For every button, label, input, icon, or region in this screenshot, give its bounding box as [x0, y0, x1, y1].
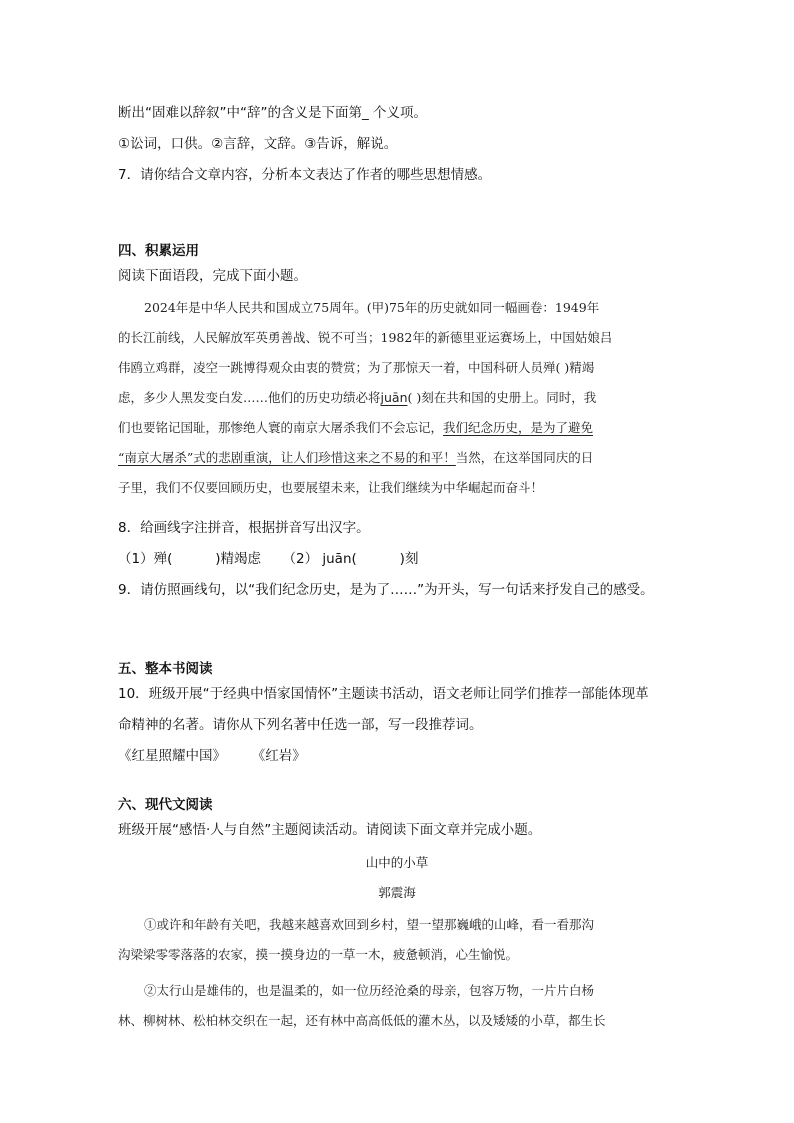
passage-line-4-b: ( )刻在共和国的史册上。同时，我 [407, 390, 597, 405]
section-5-title: 五、整本书阅读 [118, 661, 213, 677]
passage-line-4 [118, 383, 676, 413]
article-title: 山中的小草 [365, 855, 429, 870]
passage-line-5-a: 们也要铭记国耻，那惨绝人寰的南京大屠杀我们不会忘记， [118, 420, 444, 435]
section-4-intro: 阅读下面语段，完成下面小题。 [118, 268, 307, 284]
article-body [118, 910, 676, 1036]
question-10-line-1: 10．班级开展“于经典中悟家国情怀”主题读书活动，语文老师让同学们推荐一部能体现革 [118, 686, 649, 702]
passage-line-5 [118, 413, 676, 443]
article-para-1-line-1: ①或许和年龄有关吧，我越来越喜欢回到乡村，望一望那巍峨的山峰，看一看那沟 [144, 917, 595, 932]
article-para-1-line-2: 沟梁梁零零落落的农家，摸一摸身边的一草一木，疲惫顿消，心生愉悦。 [118, 947, 519, 962]
section-6-intro: 班级开展“感悟·人与自然”主题阅读活动。请阅读下面文章并完成小题。 [118, 822, 542, 838]
underlined-sentence-part-1: 我们纪念历史，是为了避免 [443, 420, 594, 435]
passage-line-1: 2024年是中华人民共和国成立75周年。(甲)75年的历史就如同一幅画卷：1949年 [144, 300, 600, 315]
passage-line-3: 伟鸥立鸡群，凌空一跳博得观众由衷的赞赏；为了那惊天一着，中国科研人员殚( )精竭 [118, 360, 595, 375]
question-10-line-2: 命精神的名著。请你从下列名著中任选一部，写一段推荐词。 [118, 717, 483, 733]
passage-line-4-a: 虑，多少人黑发变白发……他们的历史功绩必将 [118, 390, 381, 405]
passage-line-6 [118, 443, 676, 473]
section-6-title: 六、现代文阅读 [118, 797, 213, 813]
book-list: 《红星照耀中国》 《红岩》 [118, 748, 306, 764]
passage-line-7: 子里，我们不仅要回顾历史，也要展望未来，让我们继续为中华崛起而奋斗！ [118, 480, 544, 495]
article-para-2-line-2: 林、柳树林、松柏林交织在一起，还有林中高高低低的灌木丛，以及矮矮的小草，都生长 [118, 1013, 606, 1028]
question-8-blanks: （1）殚( )精竭虑 （2） juān( )刻 [118, 551, 419, 567]
article-para-2-line-1: ②太行山是雄伟的，也是温柔的，如一位历经沧桑的母亲，包容万物，一片片白杨 [144, 983, 595, 998]
question-8: 8．给画线字注拼音，根据拼音写出汉字。 [118, 520, 370, 536]
q6-text-line-1: 断出“固难以辞叙”中“辞”的含义是下面第_ 个义项。 [118, 105, 428, 121]
question-7: 7．请你结合文章内容，分析本文表达了作者的哪些思想情感。 [118, 167, 492, 183]
passage [118, 293, 676, 503]
underlined-sentence-part-2: “南京大屠杀”式的悲剧重演，让人们珍惜这来之不易的和平！ [118, 450, 456, 465]
passage-line-6-b: 当然，在这举国同庆的日 [455, 450, 594, 465]
question-9: 9．请仿照画线句，以“我们纪念历史，是为了……”为开头，写一句话来抒发自己的感受。 [118, 582, 654, 598]
section-4-title: 四、积累运用 [118, 243, 199, 259]
article-author: 郭震海 [378, 885, 416, 900]
q6-options: ①讼词，口供。②言辞，文辞。③告诉，解说。 [118, 136, 398, 152]
pinyin-juan: juān [380, 390, 408, 405]
passage-line-2: 的长江前线，人民解放军英勇善战、锐不可当；1982年的新德里亚运赛场上，中国姑娘吕 [118, 330, 613, 345]
